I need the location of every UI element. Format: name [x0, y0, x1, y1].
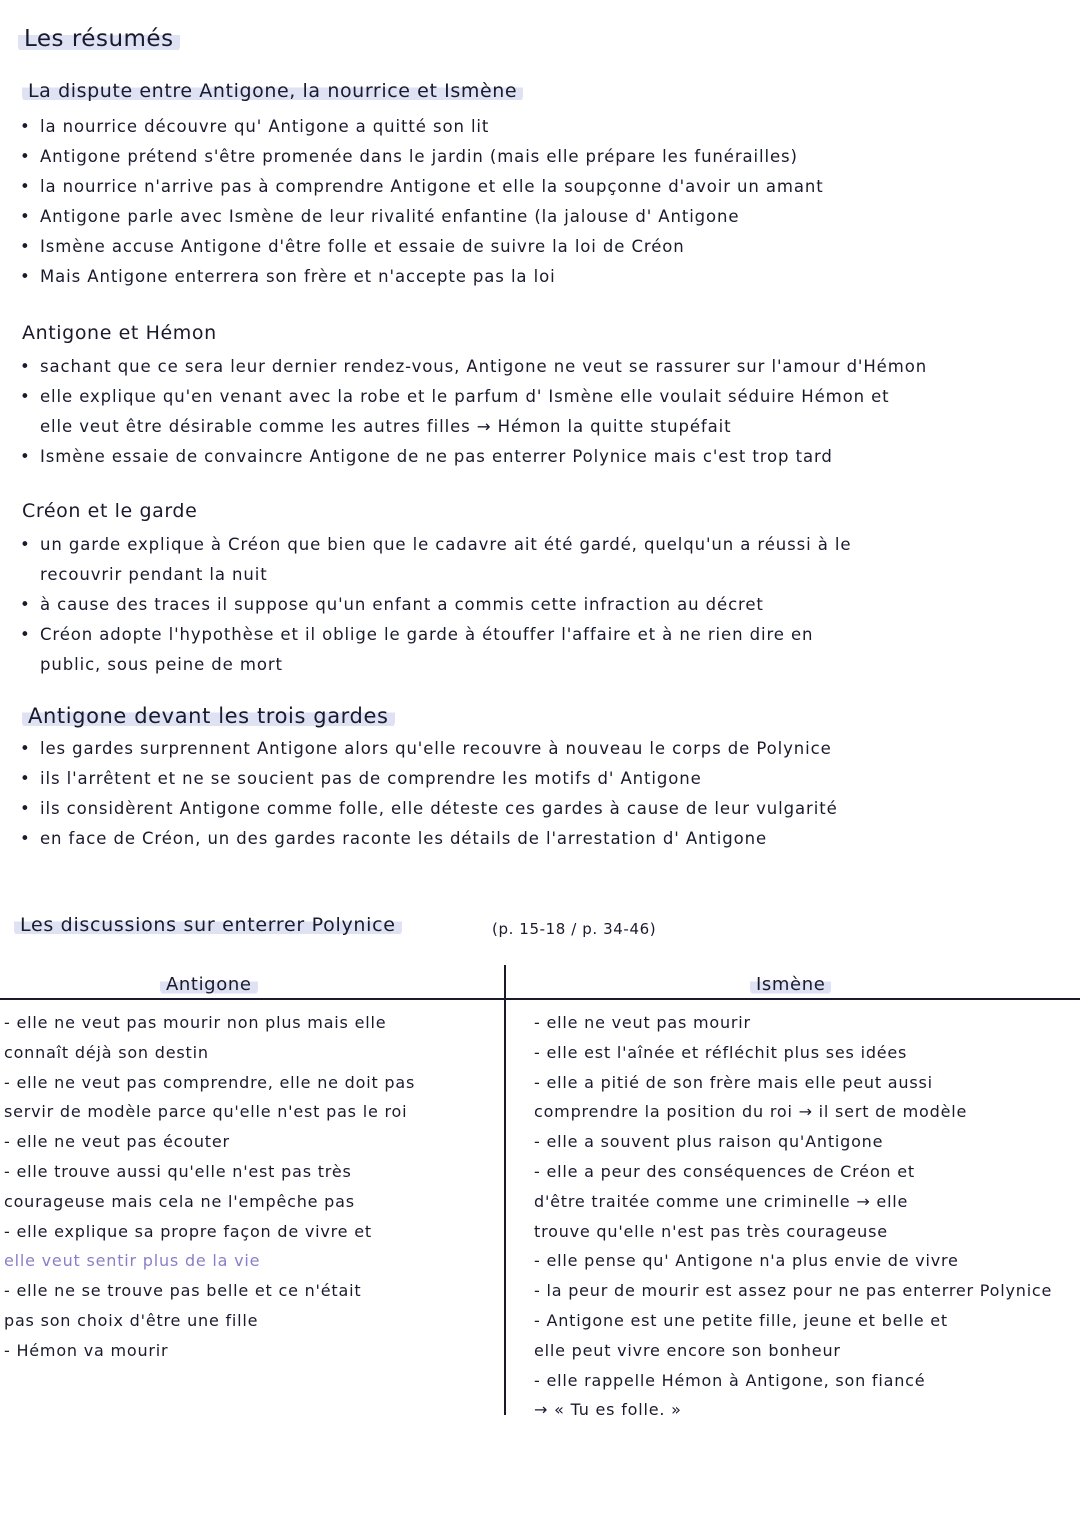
bullet-list: [0, 530, 1080, 680]
section-hemon: [0, 322, 1080, 472]
comparison-line: - elle est l'aînée et réfléchit plus ses idées: [534, 1042, 908, 1062]
column-header-antigone: Antigone: [160, 974, 258, 995]
column-ismene: [534, 1008, 1080, 1425]
bullet-item: • ils considèrent Antigone comme folle, elle déteste ces gardes à cause de leur vulgarité: [0, 794, 1080, 824]
section-heading: Créon et le garde: [22, 500, 198, 522]
comparison-line: - elle a peur des conséquences de Créon et: [534, 1161, 915, 1181]
comparison-line: - elle ne veut pas mourir: [534, 1013, 751, 1032]
comparison-line: connaît déjà son destin: [4, 1042, 209, 1062]
comparison-line: - Hémon va mourir: [4, 1340, 169, 1360]
comparison-line: - elle explique sa propre façon de vivre et: [4, 1221, 372, 1241]
comparison-line: elle peut vivre encore son bonheur: [534, 1340, 841, 1360]
bullet-item: • Mais Antigone enterrera son frère et n'accepte pas la loi: [0, 262, 1080, 292]
comparison-line: - elle ne veut pas écouter: [4, 1132, 230, 1152]
table-horizontal-rule: [0, 998, 1080, 1000]
bullet-item: • la nourrice n'arrive pas à comprendre Antigone et elle la soupçonne d'avoir un amant: [0, 172, 1080, 202]
page-reference: (p. 15-18 / p. 34-46): [492, 920, 657, 938]
comparison-line: - elle ne veut pas comprendre, elle ne doit pas: [4, 1072, 416, 1092]
bullet-item: • un garde explique à Créon que bien que le cadavre ait été gardé, quelqu'un a réussi à le recouvrir pendant la nuit: [0, 530, 1080, 590]
comparison-line: - elle ne se trouve pas belle et ce n'était: [4, 1281, 362, 1301]
section-dispute: [0, 80, 1080, 292]
comparison-line: elle veut sentir plus de la vie: [4, 1251, 261, 1271]
comparison-line: - elle a pitié de son frère mais elle peut aussi: [534, 1072, 933, 1092]
page-title: Les résumés: [18, 26, 180, 52]
bullet-item: • Créon adopte l'hypothèse et il oblige le garde à étouffer l'affaire et à ne rien dire en public, sous peine de mort: [0, 620, 1080, 680]
comparison-line: - elle pense qu' Antigone n'a plus envie de vivre: [534, 1251, 959, 1271]
section-heading: La dispute entre Antigone, la nourrice et Ismène: [22, 80, 523, 102]
bullet-item: • Antigone prétend s'être promenée dans le jardin (mais elle prépare les funérailles): [0, 142, 1080, 172]
bullet-item: • à cause des traces il suppose qu'un enfant a commis cette infraction au décret: [0, 590, 1080, 620]
comparison-line: trouve qu'elle n'est pas très courageuse: [534, 1221, 888, 1241]
comparison-line: - elle trouve aussi qu'elle n'est pas très: [4, 1161, 352, 1181]
comparison-line: - elle rappelle Hémon à Antigone, son fiancé: [534, 1370, 926, 1390]
comparison-line: - la peur de mourir est assez pour ne pas enterrer Polynice: [534, 1281, 1053, 1301]
bullet-item: • Antigone parle avec Ismène de leur rivalité enfantine (la jalouse d' Antigone: [0, 202, 1080, 232]
bullet-list: [0, 352, 1080, 472]
bullet-item: • Ismène essaie de convaincre Antigone de ne pas enterrer Polynice mais c'est trop tard: [0, 442, 1080, 472]
comparison-line: pas son choix d'être une fille: [4, 1310, 259, 1330]
comparison-line: servir de modèle parce qu'elle n'est pas le roi: [4, 1102, 408, 1122]
table-vertical-rule: [504, 965, 506, 1415]
section-gardes: [0, 704, 1080, 854]
section-garde: [0, 500, 1080, 680]
column-antigone: [4, 1008, 494, 1366]
comparison-line: - elle a souvent plus raison qu'Antigone: [534, 1132, 884, 1152]
bullet-list: [0, 112, 1080, 292]
bullet-item: • sachant que ce sera leur dernier rendez-vous, Antigone ne veut se rassurer sur l'amour d'Hémon: [0, 352, 1080, 382]
comparison-line: courageuse mais cela ne l'empêche pas: [4, 1191, 355, 1211]
bullet-item: • Ismène accuse Antigone d'être folle et essaie de suivre la loi de Créon: [0, 232, 1080, 262]
comparison-line: d'être traitée comme une criminelle → elle: [534, 1191, 909, 1211]
comparison-line: comprendre la position du roi → il sert de modèle: [534, 1102, 968, 1122]
comparison-line: - elle ne veut pas mourir non plus mais elle: [4, 1013, 387, 1032]
bullet-item: • elle explique qu'en venant avec la robe et le parfum d' Ismène elle voulait séduire Hémon et elle veut être désirable comme les autres filles → Hémon la quitte stupéfait: [0, 382, 1080, 442]
section-heading: Antigone et Hémon: [22, 322, 217, 344]
section-heading: Antigone devant les trois gardes: [22, 704, 395, 728]
comparison-line: - Antigone est une petite fille, jeune et belle et: [534, 1310, 948, 1330]
bullet-item: • les gardes surprennent Antigone alors qu'elle recouvre à nouveau le corps de Polynice: [0, 734, 1080, 764]
bullet-list: [0, 734, 1080, 854]
comparison-line: → « Tu es folle. »: [534, 1400, 682, 1420]
column-header-ismene: Ismène: [750, 974, 831, 995]
bullet-item: • ils l'arrêtent et ne se soucient pas de comprendre les motifs d' Antigone: [0, 764, 1080, 794]
bullet-item: • en face de Créon, un des gardes raconte les détails de l'arrestation d' Antigone: [0, 824, 1080, 854]
comparison-title: Les discussions sur enterrer Polynice: [14, 914, 402, 936]
bullet-item: • la nourrice découvre qu' Antigone a quitté son lit: [0, 112, 1080, 142]
